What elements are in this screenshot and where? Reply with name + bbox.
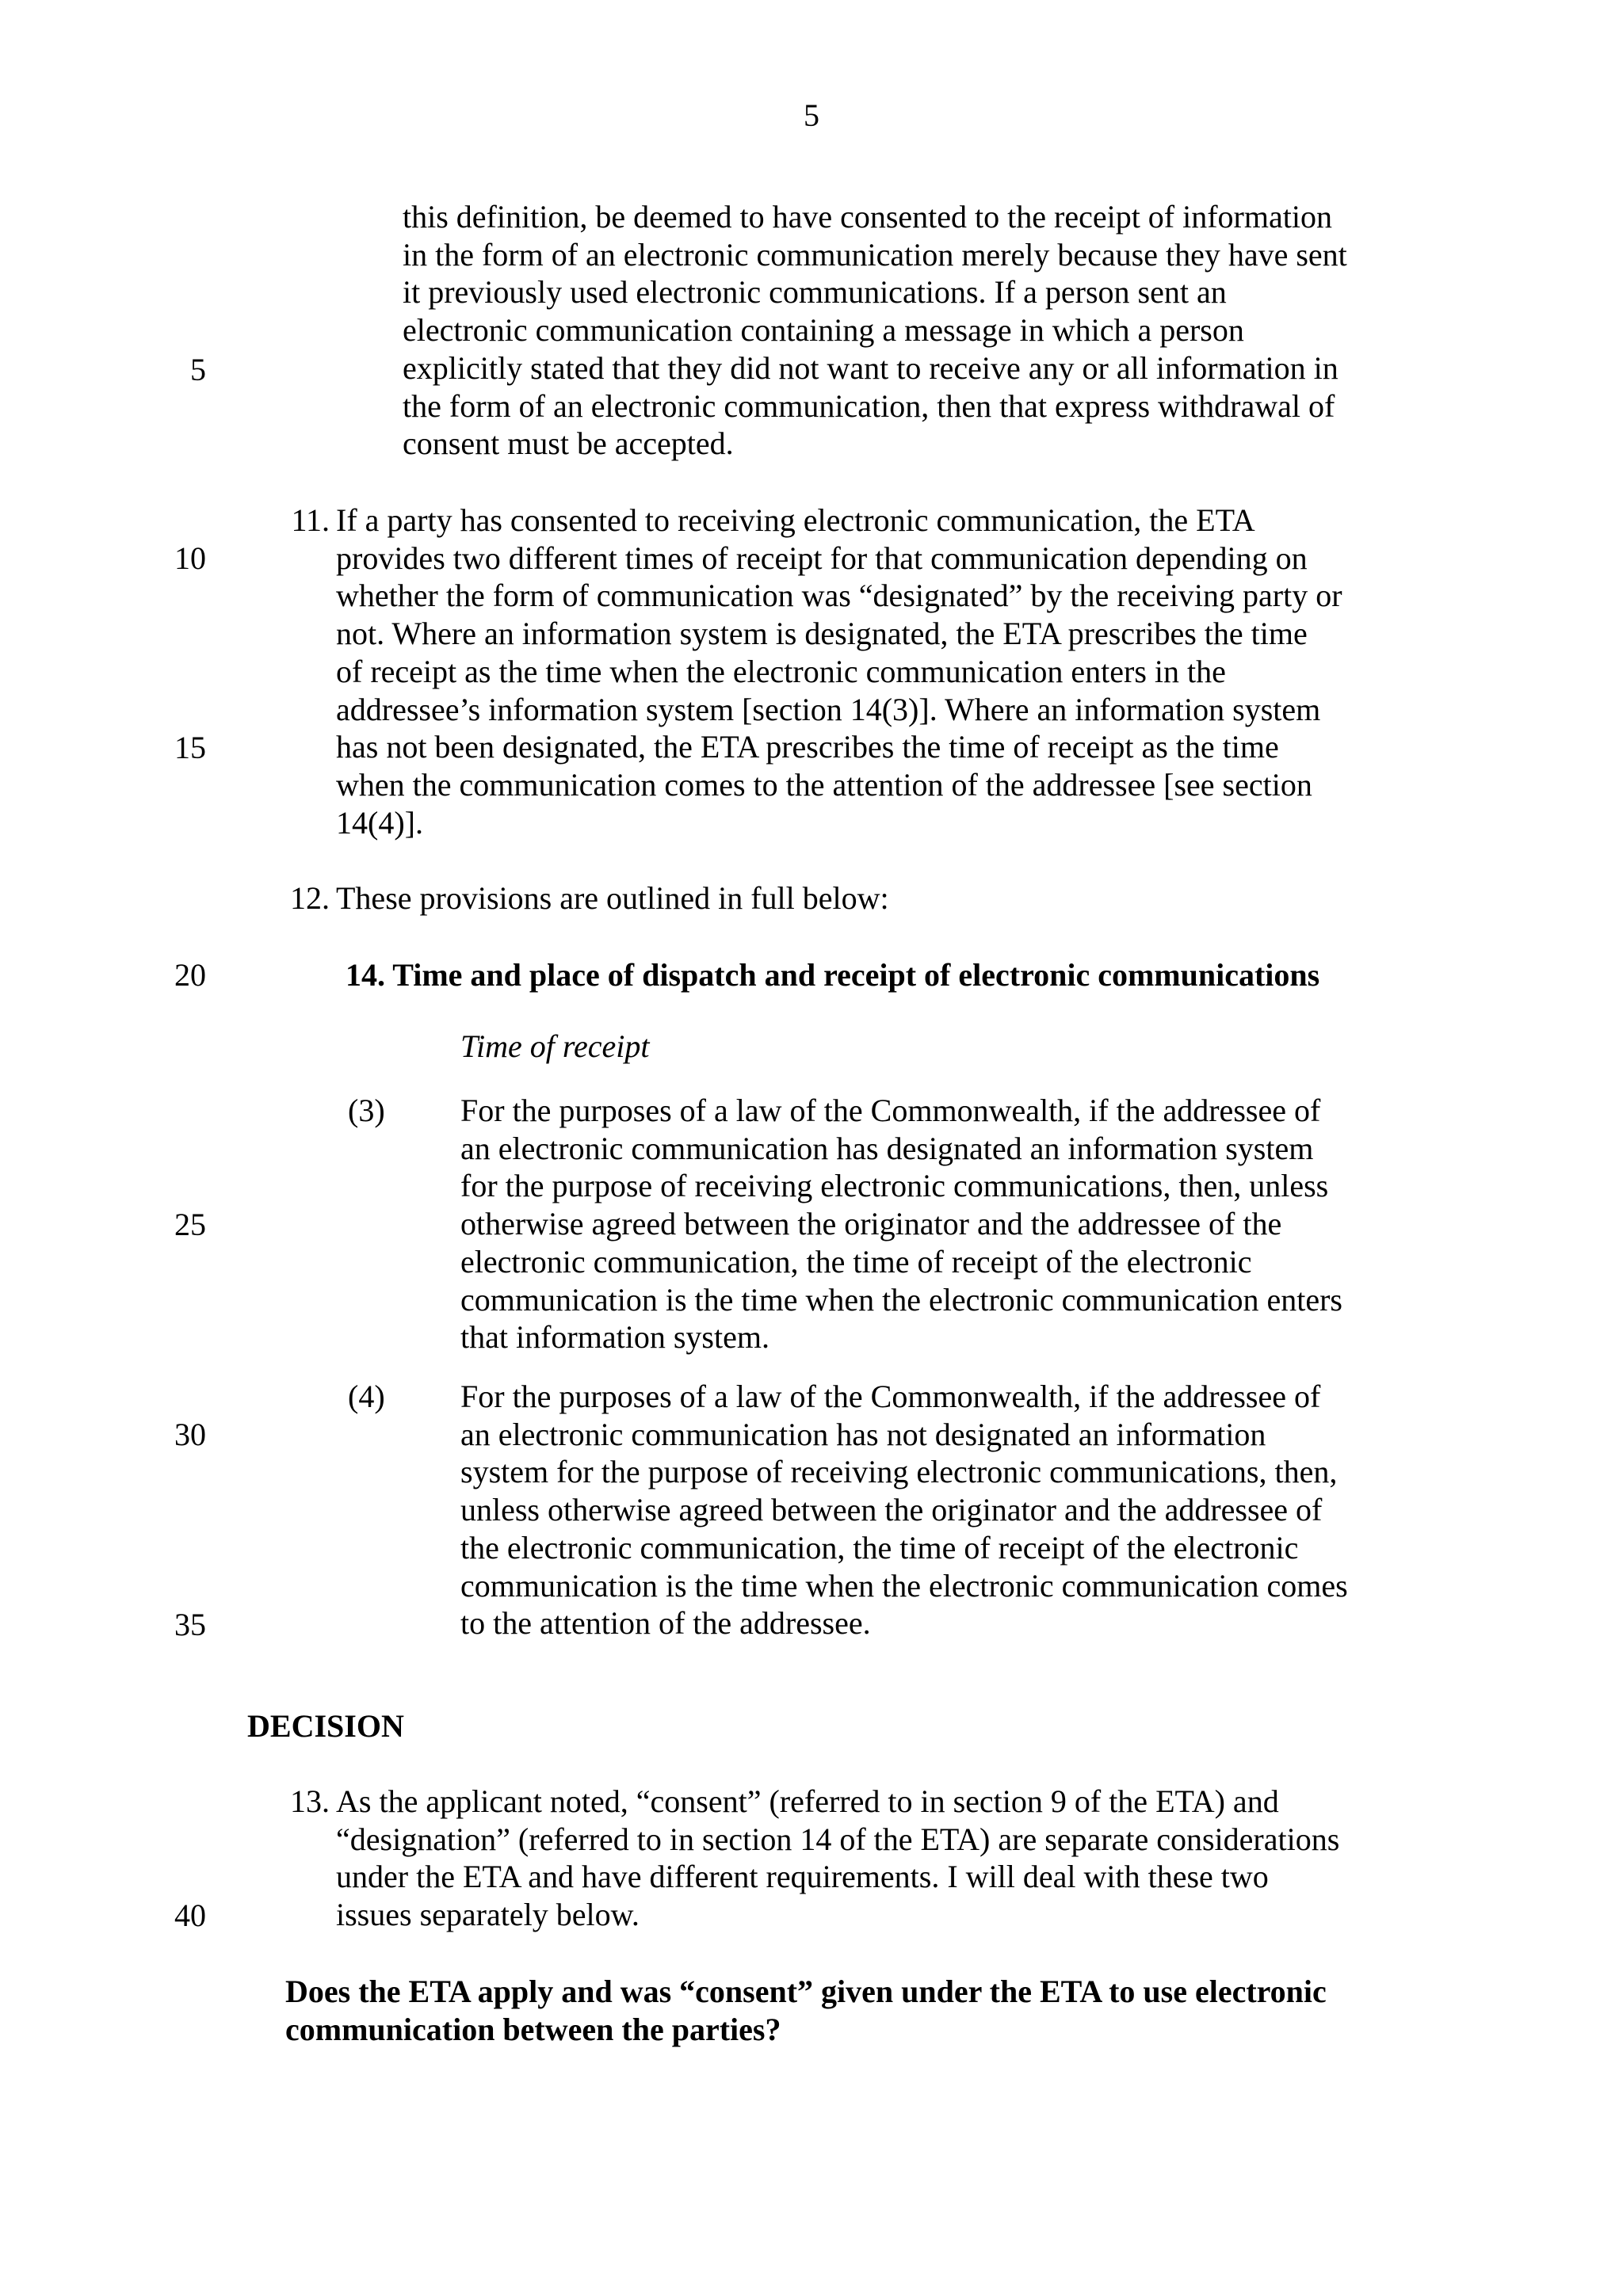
text-line: For the purposes of a law of the Commonwealth, if the addressee of — [460, 1093, 1321, 1128]
text-line: issues separately below. — [336, 1897, 640, 1933]
text-line: communication is the time when the electronic communication comes — [460, 1567, 1348, 1604]
line-number-20: 20 — [174, 957, 206, 993]
text-line: the form of an electronic communication, then that express withdrawal of — [403, 387, 1335, 424]
intro-continuation — [403, 198, 1347, 463]
text-line: this definition, be deemed to have consented to the receipt of information — [403, 199, 1332, 235]
text-line: for the purpose of receiving electronic communications, then, unless — [460, 1168, 1329, 1204]
text-line: electronic communication, the time of receipt of the electronic — [460, 1243, 1252, 1280]
text-line: when the communication comes to the attention of the addressee [see section — [336, 766, 1312, 803]
subsection-label: (4) — [348, 1379, 385, 1414]
paragraph-number: 11. — [291, 502, 330, 538]
line-number-40: 40 — [174, 1897, 206, 1933]
paragraph-number: 13. — [290, 1783, 330, 1819]
text-line: system for the purpose of receiving electronic communications, then, — [460, 1454, 1338, 1490]
text-line: has not been designated, the ETA prescribes the time of receipt as the time — [336, 729, 1279, 765]
text-line: not. Where an information system is designated, the ETA prescribes the time — [336, 616, 1308, 652]
page-number: 5 — [804, 97, 819, 133]
text-line: whether the form of communication was “designated” by the receiving party or — [336, 578, 1342, 614]
text-line: If a party has consented to receiving electronic communication, the ETA — [336, 502, 1255, 538]
text-line: in the form of an electronic communication merely because they have sent — [403, 236, 1347, 273]
text-line: Does the ETA apply and was “consent” given under the ETA to use electronic — [285, 1974, 1327, 2009]
decision-heading: DECISION — [247, 1708, 404, 1744]
section-subheading: Time of receipt — [460, 1028, 650, 1064]
subsection-label: (3) — [348, 1093, 385, 1128]
text-line: an electronic communication has designated an information system — [460, 1130, 1314, 1166]
line-number-10: 10 — [174, 540, 206, 576]
line-number-5: 5 — [190, 352, 206, 387]
text-line: For the purposes of a law of the Commonwealth, if the addressee of — [460, 1379, 1321, 1414]
text-line: an electronic communication has not designated an information — [460, 1416, 1266, 1452]
subsection-3 — [460, 1092, 1342, 1356]
section-heading: 14. Time and place of dispatch and receipt of electronic communications — [346, 957, 1320, 993]
text-line: unless otherwise agreed between the originator and the addressee of — [460, 1492, 1323, 1528]
question-heading — [285, 1973, 1327, 2048]
text-line: “designation” (referred to in section 14 of the ETA) are separate considerations — [336, 1821, 1340, 1857]
subsection-4 — [460, 1378, 1348, 1642]
text-line: the electronic communication, the time of receipt of the electronic — [460, 1529, 1299, 1566]
text-line: to the attention of the addressee. — [460, 1605, 871, 1642]
text-line: addressee’s information system [section 14(3)]. Where an information system — [336, 691, 1321, 727]
text-line: communication between the parties? — [285, 2011, 781, 2047]
text-line: otherwise agreed between the originator and the addressee of the — [460, 1206, 1282, 1242]
paragraph-12: These provisions are outlined in full below: — [336, 880, 889, 916]
text-line: explicitly stated that they did not want to receive any or all information in — [403, 349, 1338, 386]
paragraph-13 — [336, 1783, 1339, 1934]
text-line: consent must be accepted. — [403, 425, 734, 462]
text-line: under the ETA and have different requirements. I will deal with these two — [336, 1859, 1269, 1895]
text-line: 14(4)]. — [336, 804, 423, 841]
text-line: provides two different times of receipt for that communication depending on — [336, 540, 1308, 576]
text-line: it previously used electronic communications. If a person sent an — [403, 274, 1227, 311]
line-number-35: 35 — [174, 1607, 206, 1642]
line-number-30: 30 — [174, 1417, 206, 1452]
paragraph-number: 12. — [290, 880, 330, 916]
line-number-25: 25 — [174, 1207, 206, 1242]
paragraph-11 — [336, 502, 1342, 841]
text-line: As the applicant noted, “consent” (referred to in section 9 of the ETA) and — [336, 1783, 1279, 1819]
text-line: electronic communication containing a message in which a person — [403, 312, 1244, 349]
text-line: that information system. — [460, 1319, 769, 1356]
text-line: communication is the time when the electronic communication enters — [460, 1281, 1342, 1318]
line-number-15: 15 — [174, 730, 206, 765]
text-line: of receipt as the time when the electronic communication enters in the — [336, 653, 1226, 689]
